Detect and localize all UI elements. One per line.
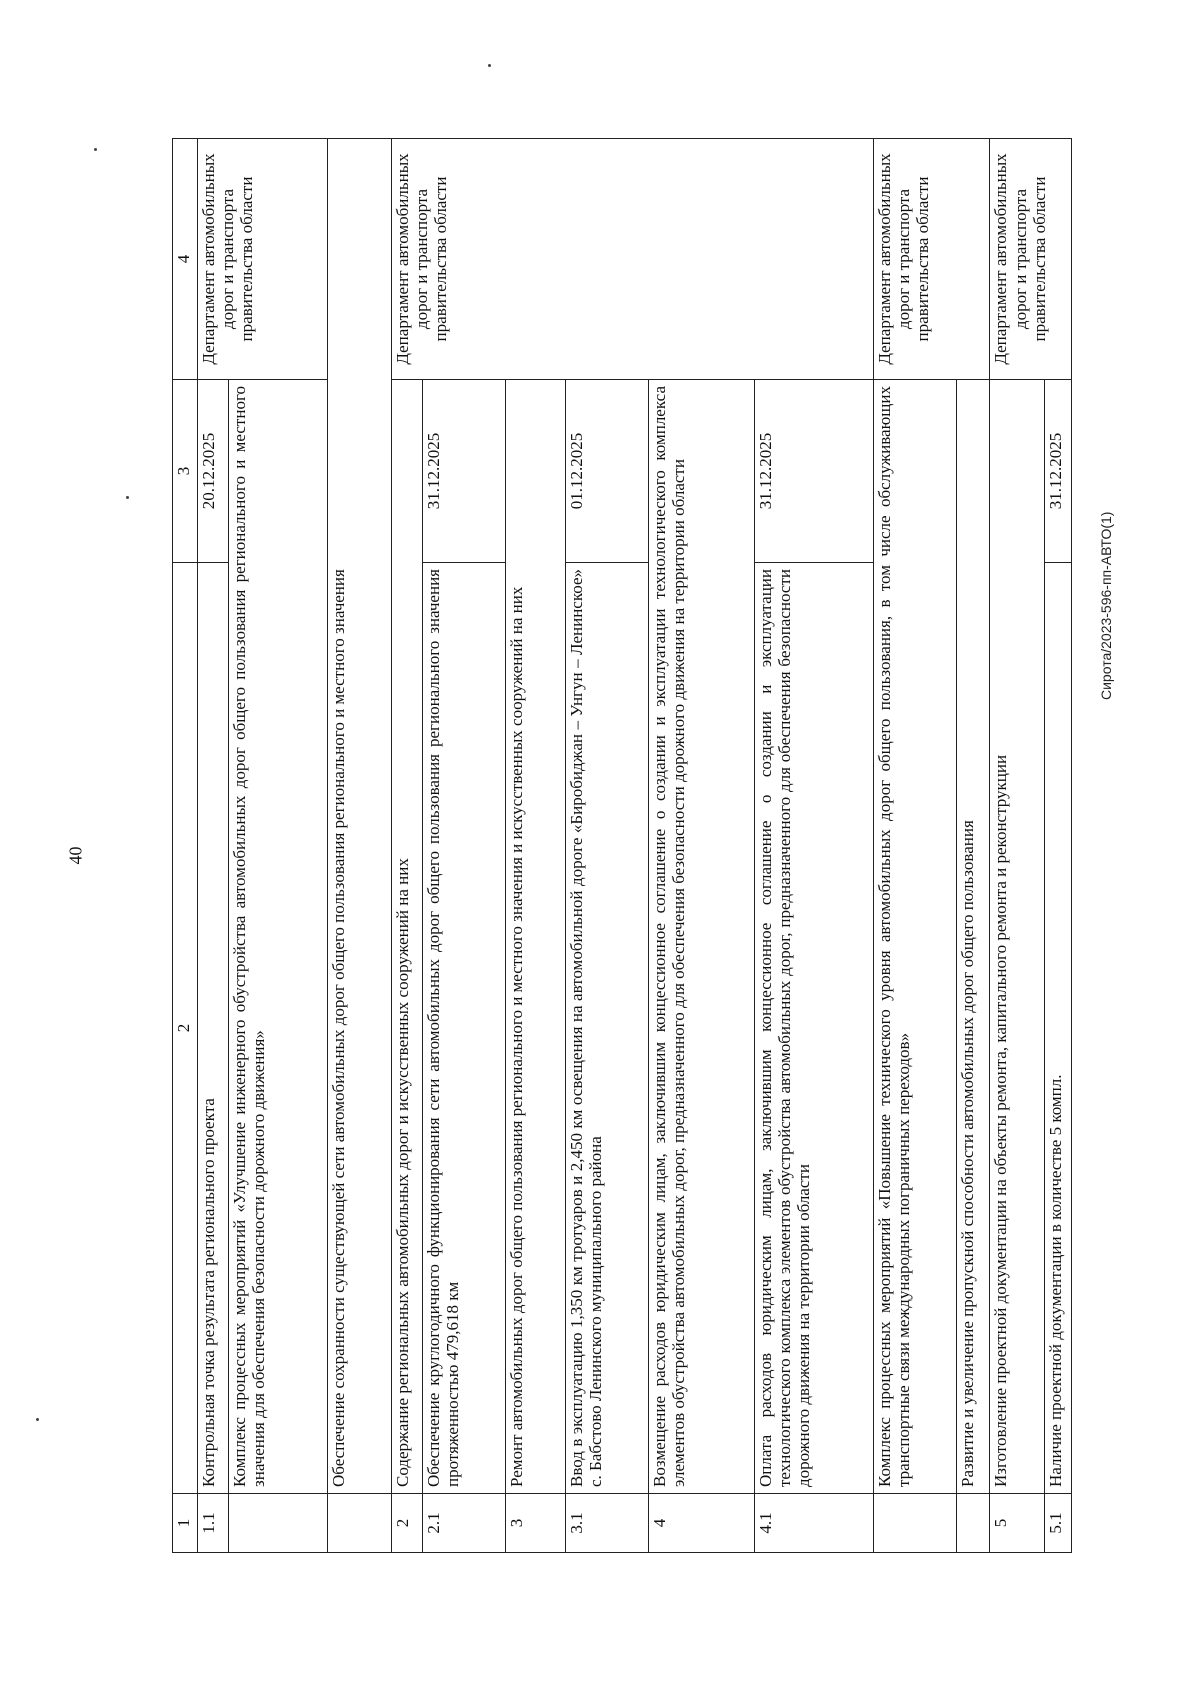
row-number: 2.1 [422, 1494, 506, 1553]
rotated-table-container [172, 138, 1072, 1553]
row-number [873, 1494, 957, 1553]
row-text: Обеспечение круглогодичного функционирования сети автомобильных дорог общего пользования регионального значения протяженностью 479,618 км [422, 563, 506, 1494]
table-header-row [173, 139, 198, 1553]
table-row [328, 139, 392, 1553]
scan-speck [36, 1418, 39, 1421]
row-text: Ремонт автомобильных дорог общего пользования регионального и местного значения и искусственных сооружений на них [506, 380, 565, 1494]
row-number: 3.1 [565, 1494, 649, 1553]
table-row [873, 139, 957, 1553]
page-number: 40 [65, 846, 86, 865]
header-col-3: 3 [173, 380, 198, 563]
row-text: Возмещение расходов юридическим лицам, заключившим концессионное соглашение о создании и эксплуатации технологического комплекса элементов обустройства автомобильных дорог, предназначенного для обеспечения безопасности дорожного движения на территории области [649, 380, 755, 1494]
row-text: Комплекс процессных мероприятий «Улучшение инженерного обустройства автомобильных дорог общего пользования регионального и местного значения для обеспечения безопасности дорожного движения» [229, 380, 328, 1494]
row-date: 31.12.2025 [755, 380, 874, 563]
row-date: 31.12.2025 [422, 380, 506, 563]
row-responsible: Департамент автомобильных дорог и транспорта правительства области [873, 139, 990, 380]
row-number: 3 [506, 1494, 565, 1553]
row-date: 20.12.2025 [198, 380, 229, 563]
scan-speck [94, 148, 97, 151]
table-row [990, 139, 1045, 1553]
table-row [391, 139, 422, 1553]
scan-speck [126, 496, 129, 499]
row-number [328, 1494, 392, 1553]
document-footer: Сирота/2023-596-пп-АВТО(1) [1098, 511, 1114, 700]
row-number: 5.1 [1045, 1494, 1072, 1553]
header-col-2: 2 [173, 563, 198, 1494]
row-responsible: Департамент автомобильных дорог и транспорта правительства области [391, 139, 873, 380]
table-row [198, 139, 229, 1553]
row-text: Развитие и увеличение пропускной способности автомобильных дорог общего пользования [957, 380, 990, 1494]
row-text: Комплекс процессных мероприятий «Повышение технического уровня автомобильных дорог общего пользования, в том числе обслуживающих транспортные связи международных пограничных переходов» [873, 380, 957, 1494]
header-col-1: 1 [173, 1494, 198, 1553]
row-text: Ввод в эксплуатацию 1,350 км тротуаров и 2,450 км освещения на автомобильной дороге «Биробиджан – Унгун – Ленинское» с. Бабстово Ленинского муниципального района [565, 563, 649, 1494]
row-number: 1.1 [198, 1494, 229, 1553]
row-text: Оплата расходов юридическим лицам, заключившим концессионное соглашение о создании и эксплуатации технологического комплекса элементов обустройства автомобильных дорог, предназначенного для обеспечения безопасности дорожного движения на территории области [755, 563, 874, 1494]
header-col-4: 4 [173, 139, 198, 380]
scan-speck [488, 64, 491, 67]
row-text: Обеспечение сохранности существующей сети автомобильных дорог общего пользования регионального и местного значения [328, 139, 392, 1494]
row-date: 31.12.2025 [1045, 380, 1072, 563]
plan-table [172, 138, 1072, 1553]
row-text: Контрольная точка результата регионального проекта [198, 563, 229, 1494]
row-number: 5 [990, 1494, 1045, 1553]
row-date: 01.12.2025 [565, 380, 649, 563]
row-text: Содержание региональных автомобильных дорог и искусственных сооружений на них [391, 380, 422, 1494]
row-number [229, 1494, 328, 1553]
row-number: 4.1 [755, 1494, 874, 1553]
row-number: 2 [391, 1494, 422, 1553]
row-number: 4 [649, 1494, 755, 1553]
row-text: Изготовление проектной документации на объекты ремонта, капитального ремонта и реконструкции [990, 380, 1045, 1494]
row-responsible: Департамент автомобильных дорог и транспорта правительства области [198, 139, 328, 380]
row-number [957, 1494, 990, 1553]
row-text: Наличие проектной документации в количестве 5 компл. [1045, 563, 1072, 1494]
row-responsible: Департамент автомобильных дорог и транспорта правительства области [990, 139, 1072, 380]
